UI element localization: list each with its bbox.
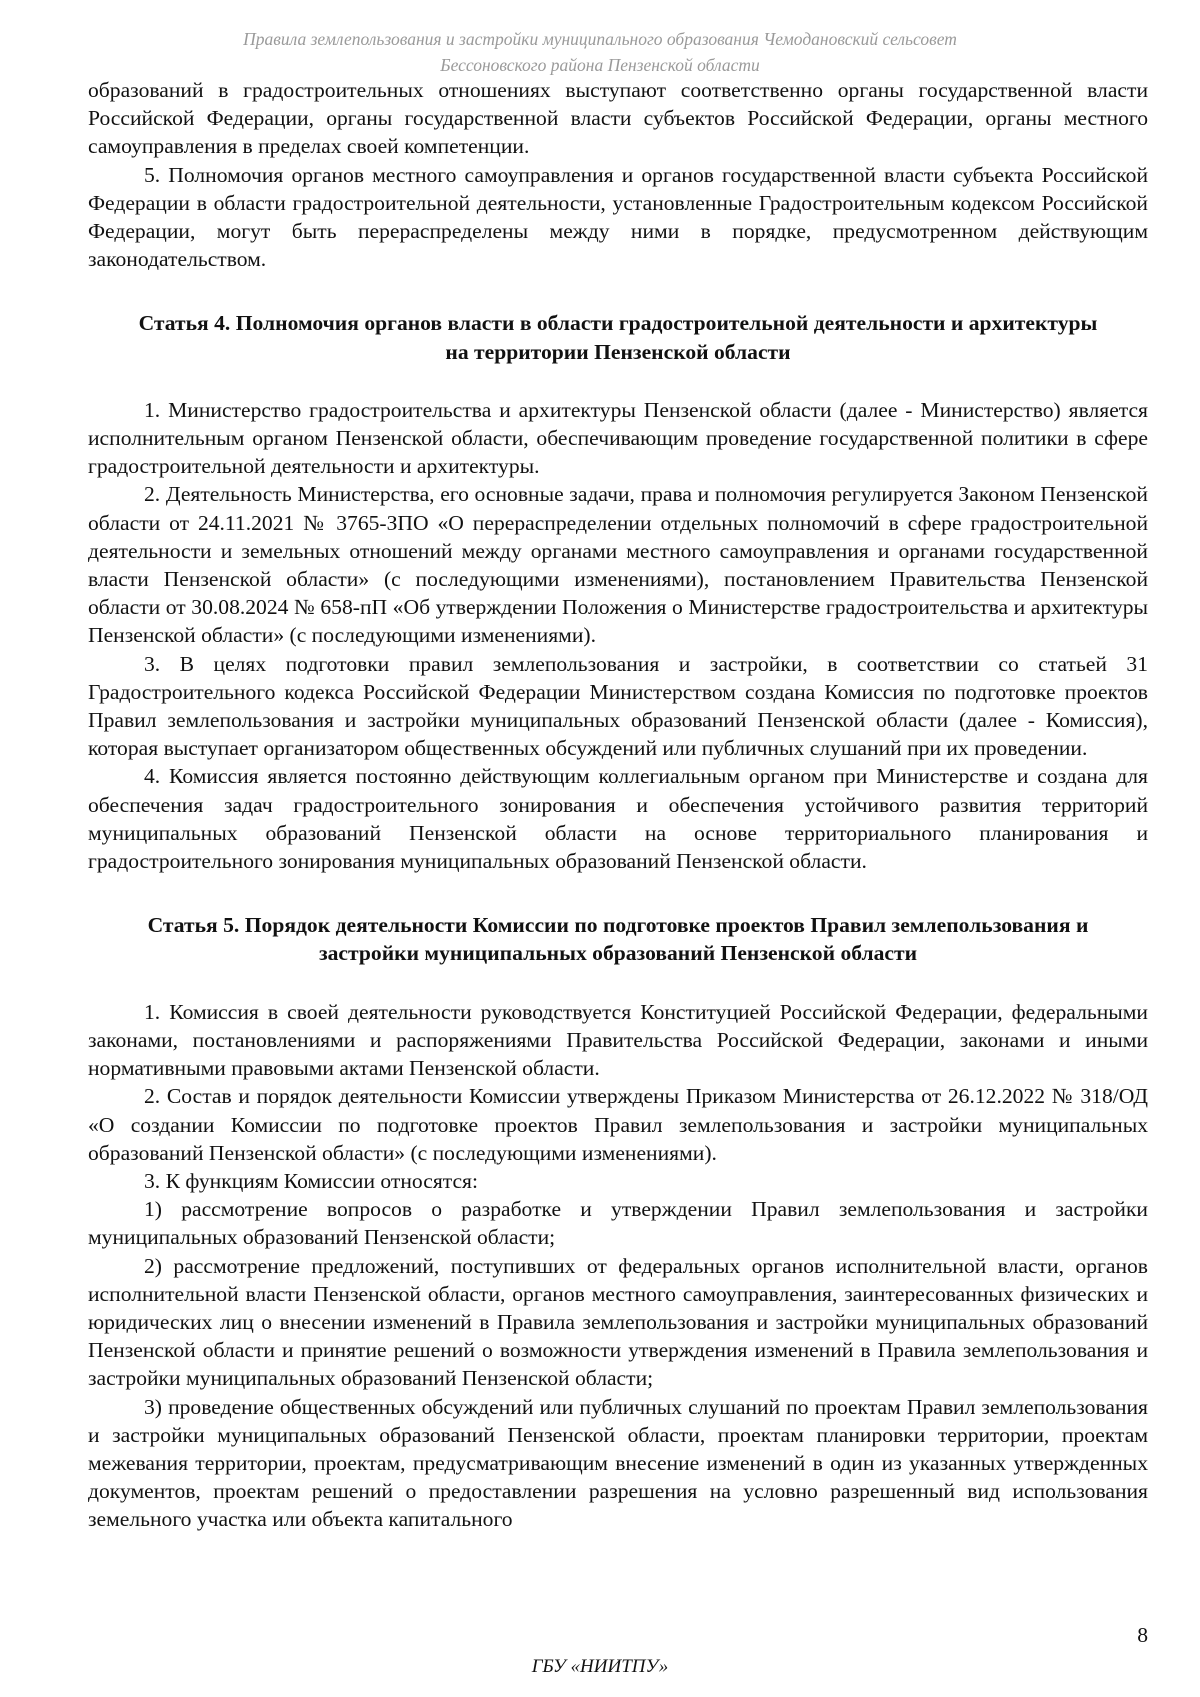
spacer [88,366,1148,396]
paragraph-art5-item2: 2. Состав и порядок деятельности Комиссии утверждены Приказом Министерства от 26.12.2022 № 318/ОД «О создании Комиссии по подготовке проектов Правил землепользования и застройки муниципальных образований Пензенской области» (с последующими изменениями). [88,1084,1148,1165]
page-number: 8 [1137,1623,1148,1647]
spacer [88,968,1148,998]
spacer [88,273,1148,309]
paragraph-art4-item1: 1. Министерство градостроительства и архитектуры Пензенской области (далее - Министерство) является исполнительным органом Пензенской области, обеспечивающим проведение государственной политики в сфере градостроительной деятельности и архитектуры. [88,397,1148,479]
footer-organization: ГБУ «НИИТПУ» [531,1656,669,1677]
paragraph-art4-item3: 3. В целях подготовки правил землепользования и застройки, в соответствии со статьей 31 Градостроительного кодекса Российской Федерации Министерством создана Комиссия по подготовке проектов Правил землепользования и застройки муниципальных образований Пензенской области (далее - Комиссия), которая выступает организатором общественных обсуждений или публичных слушаний при их проведении. [88,651,1148,761]
paragraph-art5-item3-sub2: 2) рассмотрение предложений, поступивших от федеральных органов исполнительной власти, органов исполнительной власти Пензенской области, органов местного самоуправления, заинтересованных физических и юридических лиц о внесении изменений в Правила землепользования и застройки муниципальных образований Пензенской области и принятие решений о возможности утверждения изменений в Правила землепользования и застройки муниципальных образований Пензенской области; [88,1253,1148,1391]
paragraph-art5-item3-sub3: 3) проведение общественных обсуждений или публичных слушаний по проектам Правил землепользования и застройки муниципальных образований Пензенской области, проектам планировки территории, проектам межевания территории, проектам, предусматривающим внесение изменений в один из указанных утвержденных документов, проектам решений о предоставлении разрешения на условно разрешенный вид использования земельного участка или объекта капитального [88,1394,1148,1532]
document-body [88,76,1148,1534]
paragraph-art4-item2: 2. Деятельность Министерства, его основные задачи, права и полномочия регулируется Законом Пензенской области от 24.11.2021 № 3765-ЗПО «О перераспределении отдельных полномочий в сфере градостроительной деятельности и земельных отношений между органами местного самоуправления и органами государственной власти Пензенской области» (с последующими изменениями), постановлением Правительства Пензенской области от 30.08.2024 № 658-пП «Об утверждении Положения о Министерстве градостроительства и архитектуры Пензенской области» (с последующими изменениями). [88,482,1148,648]
paragraph-art5-item1: 1. Комиссия в своей деятельности руководствуется Конституцией Российской Федерации, федеральными законами, постановлениями и распоряжениями Правительства Российской Федерации, законами и иными нормативными правовыми актами Пензенской области. [88,999,1148,1081]
article-5-heading: Статья 5. Порядок деятельности Комиссии по подготовке проектов Правил землепользования и застройки муниципальных образований Пензенской области [147,913,1089,966]
running-header [0,26,1200,78]
paragraph-art4-item4: 4. Комиссия является постоянно действующим коллегиальным органом при Министерстве и создана для обеспечения задач градостроительного зонирования и обеспечения устойчивого развития территорий муниципальных образований Пензенской области на основе территориального планирования и градостроительного зонирования муниципальных образований Пензенской области. [88,764,1148,874]
paragraph-continuation: образований в градостроительных отношениях выступают соответственно органы государственной власти Российской Федерации, органы государственной власти субъектов Российской Федерации, органы местного самоуправления в пределах своей компетенции. [88,78,1148,159]
paragraph-art3-item5: 5. Полномочия органов местного самоуправления и органов государственной власти субъекта Российской Федерации в области градостроительной деятельности, установленные Градостроительным кодексом Российской Федерации, могут быть перераспределены между ними в порядке, предусмотренном действующим законодательством. [88,162,1148,272]
paragraph-art5-item3: 3. К функциям Комиссии относятся: [144,1168,478,1193]
paragraph-art5-item3-sub1: 1) рассмотрение вопросов о разработке и утверждении Правил землепользования и застройки муниципальных образований Пензенской области; [88,1197,1148,1250]
spacer [88,875,1148,911]
article-4-heading: Статья 4. Полномочия органов власти в области градостроительной деятельности и архитектуры на территории Пензенской области [138,311,1098,364]
running-header-line-2: Бессоновского района Пензенской области [440,55,760,75]
running-header-line-1: Правила землепользования и застройки муниципального образования Чемодановский сельсовет [243,29,957,49]
